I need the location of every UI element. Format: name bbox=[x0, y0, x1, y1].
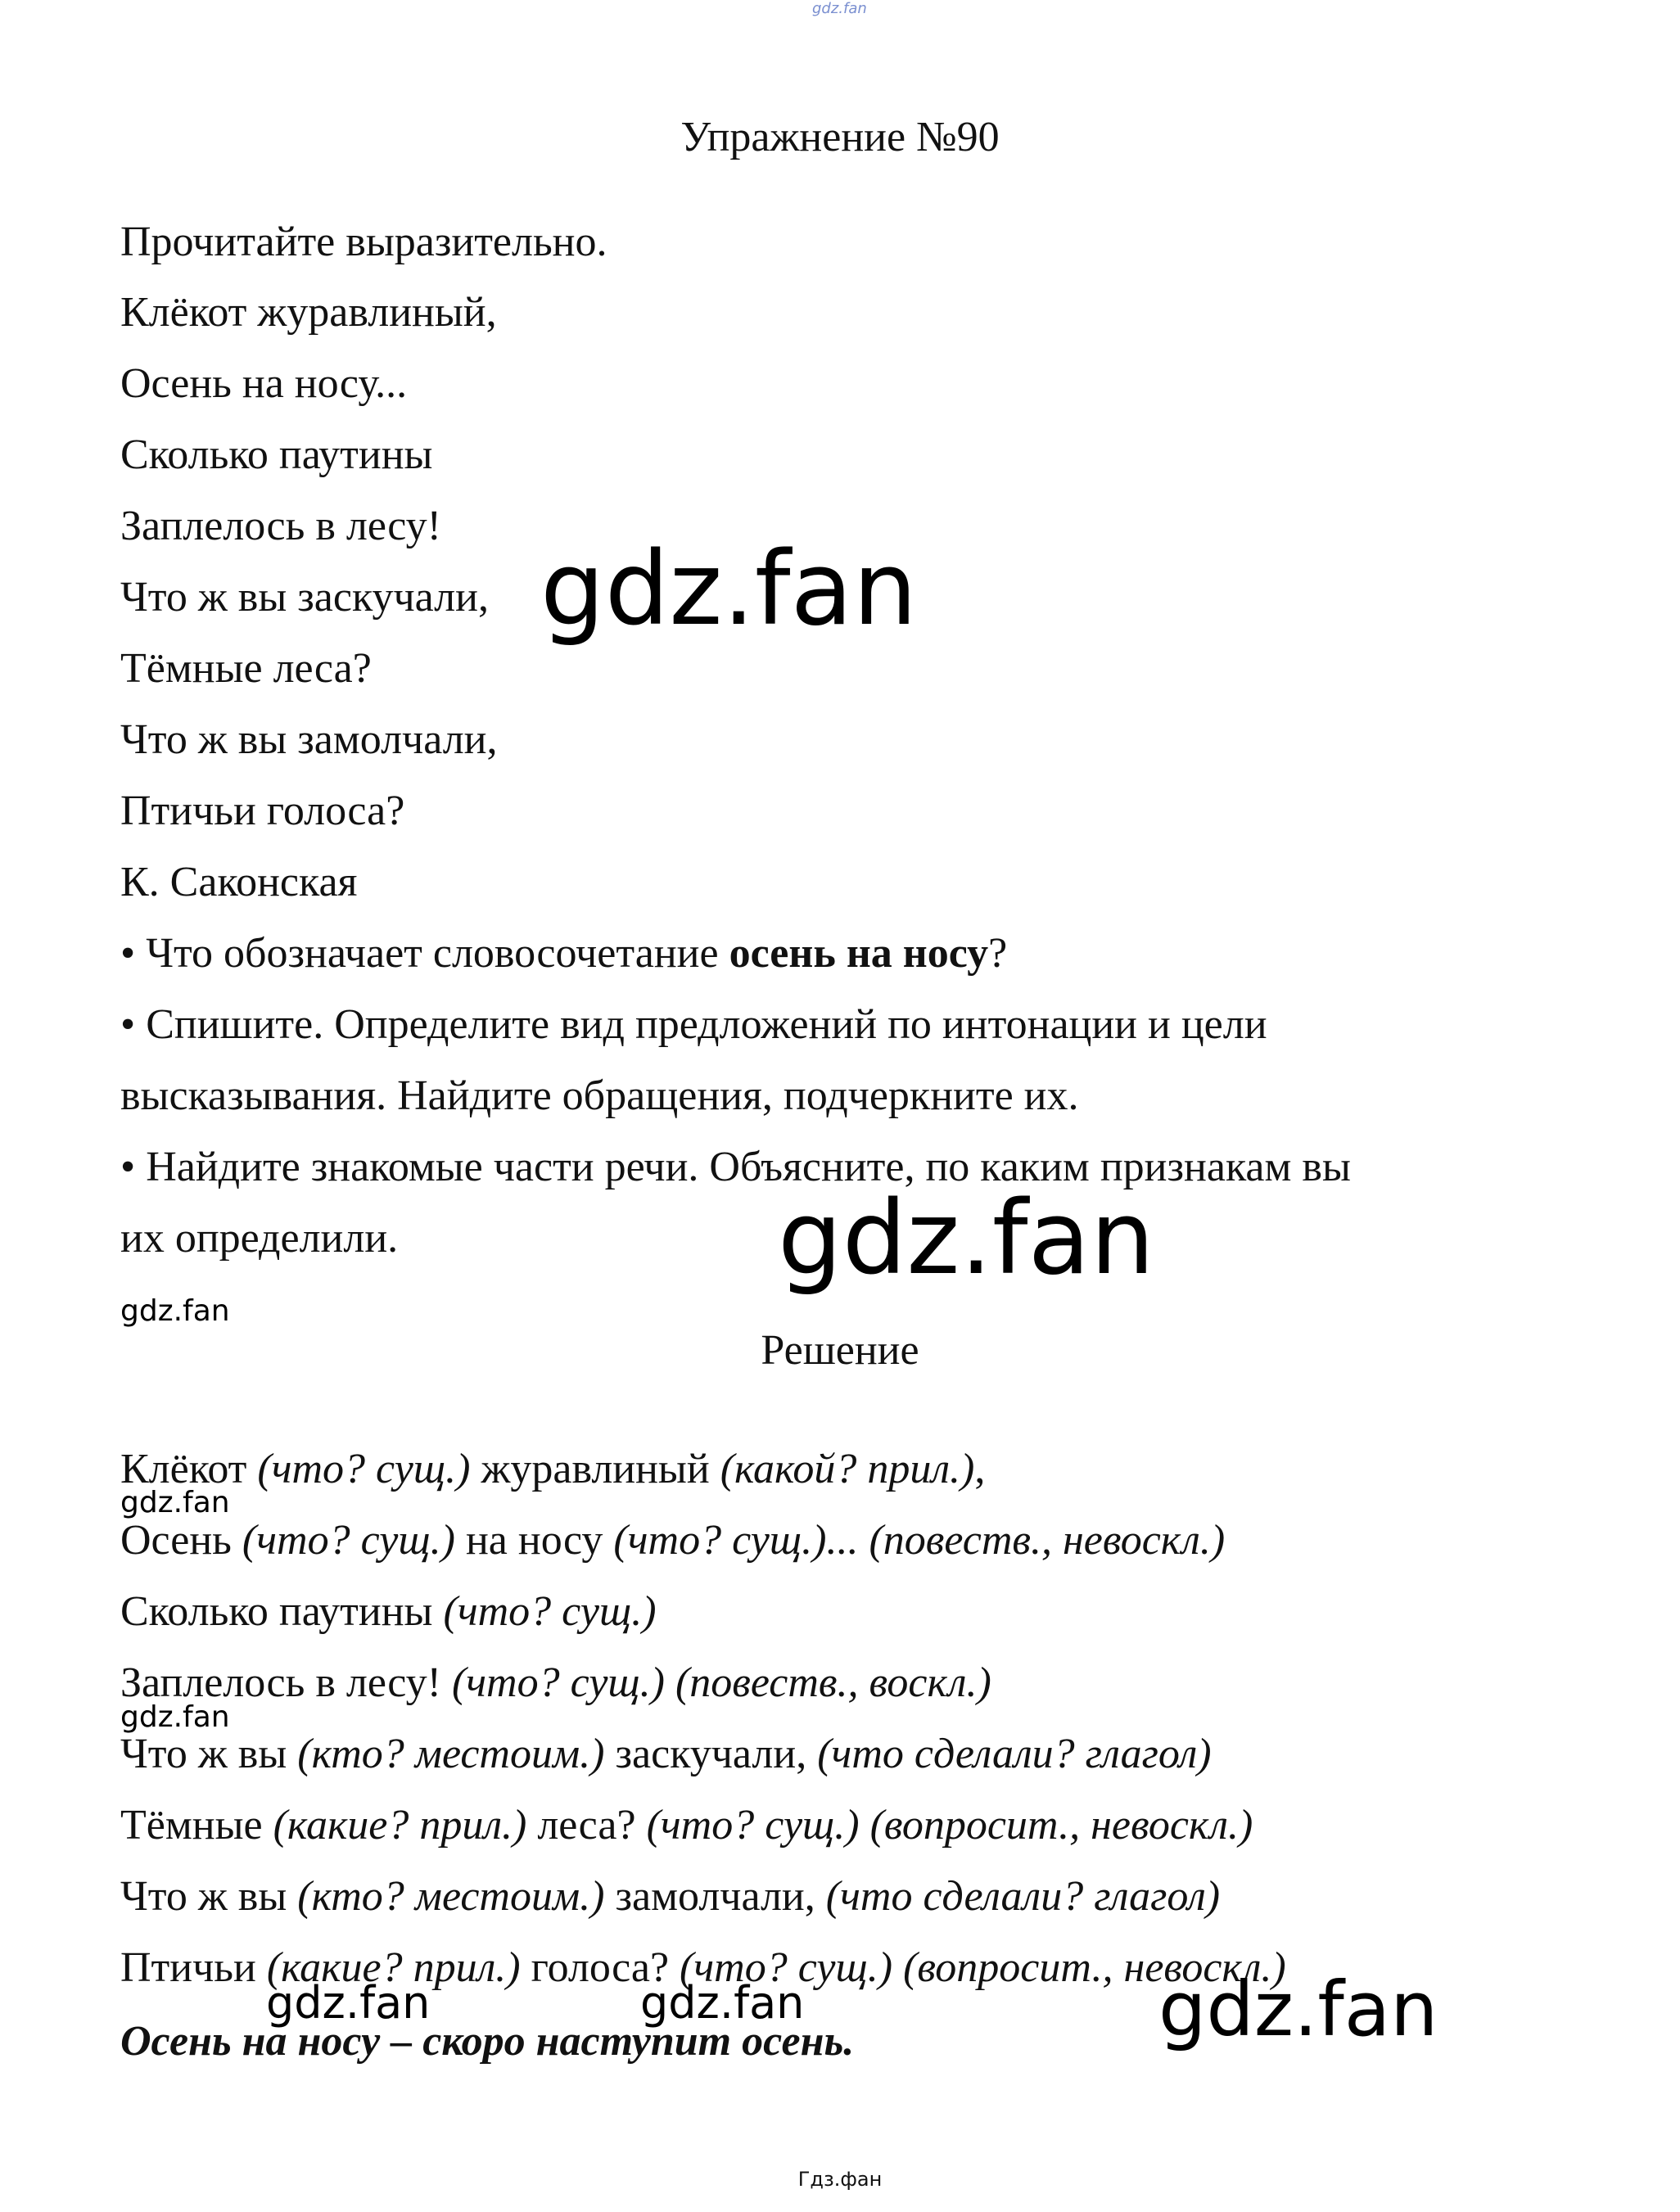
solution-text: журавлиный bbox=[470, 1446, 720, 1492]
question-text: ? bbox=[988, 930, 1008, 977]
watermark-bottom: Гдз.фан bbox=[797, 2168, 883, 2191]
question-text: • Что обозначает словосочетание bbox=[120, 930, 729, 977]
watermark-large: gdz.fan bbox=[540, 530, 918, 648]
solution-text: Что ж вы bbox=[120, 1873, 298, 1920]
solution-annotation: (что? сущ.) (повеств., воскл.) bbox=[451, 1659, 991, 1706]
watermark-small: gdz.fan bbox=[120, 1294, 230, 1328]
watermark-small: gdz.fan bbox=[120, 1486, 230, 1519]
solution-line bbox=[120, 1443, 985, 1496]
watermark-medium: gdz.fan bbox=[640, 1977, 805, 2029]
watermark-large: gdz.fan bbox=[778, 1180, 1155, 1298]
solution-annotation: (какой? прил.) bbox=[720, 1446, 975, 1492]
solution-line bbox=[120, 1657, 991, 1709]
solution-annotation: (что? сущ.) bbox=[613, 1517, 827, 1564]
solution-annotation: (какие? прил.) bbox=[273, 1802, 527, 1849]
poem-line: Птичьи голоса? bbox=[120, 788, 405, 834]
question-bold-phrase: осень на носу bbox=[729, 930, 989, 977]
watermark-large: gdz.fan bbox=[1158, 1966, 1438, 2053]
solution-text: на носу bbox=[454, 1517, 614, 1564]
watermark-small: gdz.fan bbox=[120, 1700, 230, 1734]
solution-annotation: (что? сущ.) bbox=[443, 1588, 657, 1635]
poem-line: Заплелось в лесу! bbox=[120, 503, 441, 549]
watermark-top: gdz.fan bbox=[812, 0, 867, 17]
solution-annotation: (кто? местоим.) bbox=[297, 1873, 605, 1920]
solution-annotation: (что? сущ.) (вопросит., невоскл.) bbox=[646, 1802, 1253, 1849]
solution-text: заскучали, bbox=[604, 1731, 818, 1777]
solution-line bbox=[120, 1799, 1253, 1852]
solution-annotation: ... (повеств., невоскл.) bbox=[826, 1517, 1226, 1564]
solution-text: Осень bbox=[120, 1517, 242, 1564]
solution-text: Тёмные bbox=[120, 1802, 273, 1849]
solution-annotation: (что? сущ.) (вопросит., невоскл.) bbox=[680, 1944, 1286, 1991]
page-title: Упражнение №90 bbox=[680, 114, 1000, 160]
solution-line bbox=[120, 1728, 1212, 1781]
solution-annotation: (что? сущ.) bbox=[242, 1517, 455, 1564]
poem-line: Клёкот журавлиный, bbox=[120, 289, 497, 336]
solution-text: Птичьи bbox=[120, 1944, 267, 1991]
solution-text: Клёкот bbox=[120, 1446, 258, 1492]
solution-line bbox=[120, 1586, 657, 1638]
question-3-line-1: • Найдите знакомые части речи. Объясните, по каким признакам вы bbox=[120, 1144, 1351, 1190]
solution-annotation: (кто? местоим.) bbox=[297, 1731, 605, 1777]
solution-text: Что ж вы bbox=[120, 1731, 298, 1777]
question-1 bbox=[120, 928, 1007, 980]
poem-line: Сколько паутины bbox=[120, 431, 433, 478]
solution-annotation: (что? сущ.) bbox=[257, 1446, 471, 1492]
solution-text: голоса? bbox=[520, 1944, 680, 1991]
solution-heading: Решение bbox=[761, 1327, 919, 1374]
solution-text: леса? bbox=[526, 1802, 647, 1849]
solution-answer: Осень на носу – скоро наступит осень. bbox=[120, 2018, 855, 2065]
question-3-line-2: их определили. bbox=[120, 1215, 399, 1262]
solution-line bbox=[120, 1515, 1225, 1567]
solution-annotation: (что сделали? глагол) bbox=[817, 1731, 1212, 1777]
solution-annotation: (какие? прил.) bbox=[266, 1944, 521, 1991]
poem-line: Что ж вы заскучали, bbox=[120, 574, 489, 621]
poem-line: Что ж вы замолчали, bbox=[120, 716, 498, 763]
task-instruction: Прочитайте выразительно. bbox=[120, 219, 607, 265]
poem-author: К. Саконская bbox=[120, 859, 358, 905]
question-2-line-1: • Спишите. Определите вид предложений по интонации и цели bbox=[120, 1001, 1267, 1048]
poem-line: Осень на носу... bbox=[120, 360, 408, 407]
solution-text: Сколько паутины bbox=[120, 1588, 444, 1635]
solution-text: Заплелось в лесу! bbox=[120, 1659, 452, 1706]
poem-line: Тёмные леса? bbox=[120, 645, 372, 692]
question-2-line-2: высказывания. Найдите обращения, подчеркните их. bbox=[120, 1072, 1079, 1119]
solution-text: замолчали, bbox=[604, 1873, 826, 1920]
solution-line bbox=[120, 1871, 1220, 1923]
watermark-medium: gdz.fan bbox=[266, 1977, 431, 2029]
solution-annotation: (что сделали? глагол) bbox=[825, 1873, 1221, 1920]
solution-text: , bbox=[974, 1446, 986, 1492]
